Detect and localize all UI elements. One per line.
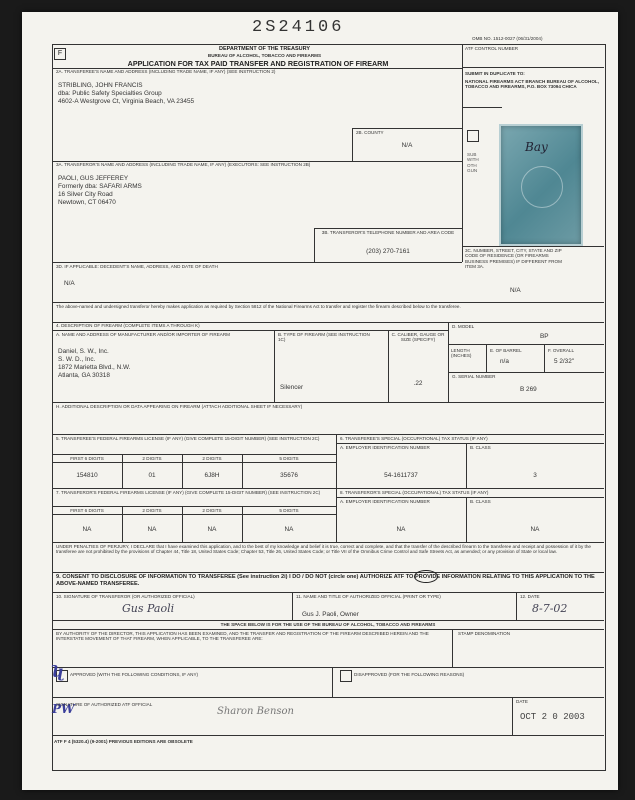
omb-number: OMB NO. 1512-0027 (06/31/2004) [472, 36, 543, 41]
form-page: 2S24106 OMB NO. 1512-0027 (06/31/2004) F DEPARTMENT OF THE TREASURY BUREAU OF ALCOHOL, TOBACCO AND FIREARMS APPLICATION FOR TAX PAID TRANSFER AND REGISTRATION OF FIREARM ATF CONTROL NUMBER 2A. TRANSFEREE'S NAME AND ADDRESS (INCLUDING TRADE NAME, IF ANY) (SEE INSTRUCTION 2) STRIBLING, JOHN FRANCIS dba: Public Safety Specialties Group 4602-A Westgrove Ct, Virginia Beach, VA 23455 2B. COUNTY N/A SUBMIT IN DUPLICATE TO: NATIONAL FIREARMS ACT BRANCH BUREAU OF ALCOHOL, TOBACCO AND FIREARMS, P.O. BOX 73094 CHICA SUB WITH OTH GUN Bay 3A. TRANSFEROR'S NAME AND ADDRESS (INCLUDING TRADE NAME, IF ANY) (EXECUTORS: SEE INSTRUCTION 2B) PAOLI, GUS JEFFEREY Formerly dba: SAFARI ARMS 16 Silver City Road Newtown, CT 06470 3B. TRANSFEROR'S TELEPHONE NUMBER AND AREA CODE (203) 270-7161 3C. NUMBER, STREET, CITY, STATE AND ZIP CODE OF RESIDENCE (OR FIREARMS BUSINESS PREMISES) IF DIFFERENT FROM ITEM 3A. N/A 3D. IF APPLICABLE: DECEDENT'S NAME, ADDRESS, AND DATE OF DEATH N/A The above-named and undersigned transferor hereby makes application as required by Section 5812 of the National Firearms Act to transfer and register the firearm described below to the transferee. 4. DESCRIPTION OF FIREARM (COMPLETE ITEMS A THROUGH K) A. NAME AND ADDRESS OF MANUFACTURER AND/OR IMPORTER OF FIREARM Daniel, S. W., Inc. S. W. D., Inc. 1872 Marietta Blvd., N.W. Atlanta, GA 30318 B. TYPE OF FIREARM (SEE INSTRUCTION 1C) Silencer C. CALIBER, GAUGE OR SIZE (SPECIFY) .22 D. MODEL BP LENGTH (INCHES) E. OF BARREL n/a F. OVERALL 5 2/32" G. SERIAL NUMBER B 269 H. ADDITIONAL DESCRIPTION OR DATA APPEARING ON FIREARM (ATTACH ADDITIONAL SHEET IF NECESSARY) 5. TRANSFEREE'S FEDERAL FIREARMS LICENSE (IF ANY) (GIVE COMPLETE 15-DIGIT NUMBER) (SEE INSTRUCTION 2C) FIRST 6 DIGITS 2 DIGITS 2 DIGITS 5 DIGITS 154810 01 6J8H 35676 6. TRANSFEREE'S SPECIAL (OCCUPATIONAL) TAX STATUS (IF ANY) A. EMPLOYER IDENTIFICATION NUMBER B. CLASS 54-1611737 3 7. TRANSFEROR'S FEDERAL FIREARMS LICENSE (IF ANY) (GIVE COMPLETE 15-DIGIT NUMBER) (SEE INSTRUCTION 2C) FIRST 6 DIGITS 2 DIGITS 2 DIGITS 5 DIGITS NA NA NA NA 8. TRANSFEROR'S SPECIAL (OCCUPATIONAL) TAX STATUS (IF ANY) A. EMPLOYER IDENTIFICATION NUMBER B. CLASS NA NA UNDER PENALTIES OF PERJURY, I DECLARE that I have examined this application, and to the best of my knowledge and belief it is true, correct and complete, and that the transfer of the described firearm to the transferee and receipt and possession of it by the transferee are not prohibited by the provisions of Chapter 44, Title 18, United States Code; Chapter 53, Title 26, United States Code; or Title VII of the Omnibus Crime Control and Safe Streets Act, as amended; or any provision of State or local law. 9. CONSENT TO DISCLOSURE OF INFORMATION TO TRANSFEREE (See instruction 2i) I DO / DO NOT (circle one) AUTHORIZE ATF TO PROVIDE INFORMATION RELATING TO THIS APPLICATION TO THE ABOVE-NAMED TRANSFEREE. 10. SIGNATURE OF TRANSFEROR (OR AUTHORIZED OFFICIAL) Gus Paoli 11. NAME AND TITLE OF AUTHORIZED OFFICIAL (PRINT OR TYPE) Gus J. Paoli, Owner 12. DATE 8-7-02 THE SPACE BELOW IS FOR THE USE OF THE BUREAU OF ALCOHOL, TOBACCO AND FIREARMS BY AUTHORITY OF THE DIRECTOR, THIS APPLICATION HAS BEEN EXAMINED, AND THE TRANSFER AND REGISTRATION OF THE FIREARM DESCRIBED HEREIN AND THE INTERSTATE MOVEMENT OF THAT FIREARM, WHEN APPLICABLE, TO THE TRANSFEREE ARE: STAMP DENOMINATION APPROVED (WITH THE FOLLOWING CONDITIONS, IF ANY) DISAPPROVED (FOR THE FOLLOWING REASONS) ʯ PW SIGNATURE OF AUTHORIZED ATF OFFICIAL Sharon Benson DATE OCT 2 0 2003 ATF F 4 (5320.4) (9-2001) PREVIOUS EDITIONS ARE OBSOLETE [22, 12, 618, 790]
ffl-header-2a: 2 DIGITS [142, 456, 162, 461]
transferee-label: 2A. TRANSFEREE'S NAME AND ADDRESS (INCLUDING TRADE NAME, IF ANY) (SEE INSTRUCTION 2) [56, 69, 276, 74]
submit-address: NATIONAL FIREARMS ACT BRANCH BUREAU OF ALCOHOL, TOBACCO AND FIREARMS, P.O. BOX 73094 CHICA [465, 79, 599, 90]
transferor-signature: Gus Paoli [122, 602, 175, 615]
transferor-former: Formerly dba: SAFARI ARMS [58, 183, 142, 190]
form-serial-number: 2S24106 [252, 18, 345, 37]
application-statement: The above-named and undersigned transferor hereby makes application as required by Section 5812 of the National Firearms Act to transfer and register the firearm described below to the transferee. [56, 304, 461, 309]
transferor-label: 3A. TRANSFEROR'S NAME AND ADDRESS (INCLUDING TRADE NAME, IF ANY) (EXECUTORS: SEE INSTRUCTION 2B) [56, 162, 311, 167]
phone-value: (203) 270-7161 [366, 248, 410, 255]
residence-value: N/A [510, 287, 521, 294]
transferee-ffl-label: 5. TRANSFEREE'S FEDERAL FIREARMS LICENSE (IF ANY) (GIVE COMPLETE 15-DIGIT NUMBER) (SEE INSTRUCTION 2C) [56, 436, 320, 441]
stamp-denomination-label: STAMP DENOMINATION [458, 631, 511, 636]
transferee-ein: 54-1611737 [384, 472, 418, 479]
transferee-class-label: B. CLASS [470, 445, 491, 450]
manufacturer-label: A. NAME AND ADDRESS OF MANUFACTURER AND/OR IMPORTER OF FIREARM [56, 332, 230, 337]
serial-value: B 269 [520, 386, 537, 393]
ffl-header-5: 5 DIGITS [279, 456, 299, 461]
transferor-class: NA [530, 526, 540, 533]
county-label: 2B. COUNTY [356, 130, 384, 135]
firearm-desc-label: 4. DESCRIPTION OF FIREARM (COMPLETE ITEMS A THROUGH K) [56, 323, 200, 328]
bureau-title: BUREAU OF ALCOHOL, TOBACCO AND FIREARMS [207, 53, 322, 58]
transferor-name: PAOLI, GUS JEFFEREY [58, 175, 129, 182]
model-label: D. MODEL [452, 324, 475, 329]
residence-label: 3C. NUMBER, STREET, CITY, STATE AND ZIP CODE OF RESIDENCE (OR FIREARMS BUSINESS PREMISES) IF DIFFERENT FROM ITEM 3A. [465, 248, 562, 270]
form-title: APPLICATION FOR TAX PAID TRANSFER AND REGISTRATION OF FIREARM [127, 59, 389, 68]
atf-date-stamp: OCT 2 0 2003 [520, 712, 585, 722]
transferor-ffl-1: NA [82, 526, 92, 533]
caliber-label: C. CALIBER, GAUGE OR SIZE (SPECIFY) [391, 332, 445, 343]
manufacturer-line-1: Daniel, S. W., Inc. [58, 348, 109, 355]
phone-label: 3B. TRANSFEROR'S TELEPHONE NUMBER AND AREA CODE [321, 230, 455, 235]
ffl2-header-5: 5 DIGITS [279, 508, 299, 513]
manufacturer-line-4: Atlanta, GA 30318 [58, 372, 110, 379]
overall-label: F. OVERALL [548, 348, 575, 353]
atf-authority-text: BY AUTHORITY OF THE DIRECTOR, THIS APPLICATION HAS BEEN EXAMINED, AND THE TRANSFER AND REGISTRATION OF THE FIREARM DESCRIBED HEREIN AND THE INTERSTATE MOVEMENT OF THAT FIREARM, WHEN APPLICABLE, TO THE TRANSFEREE ARE: [56, 631, 429, 642]
transferee-ffl-3: 6J8H [204, 472, 220, 479]
department-title: DEPARTMENT OF THE TREASURY [218, 46, 311, 52]
atf-signature: Sharon Benson [217, 706, 294, 717]
approved-checkmark-icon: ʯ [52, 662, 64, 681]
perjury-statement: UNDER PENALTIES OF PERJURY, I DECLARE that I have examined this application, and to the best of my knowledge and belief it is true, correct and complete, and that the transfer of the described firearm to the transferee and receipt and possession of it by the transferee are not prohibited by the provisions of Chapter 44, Title 18, United States Code; Chapter 53, Title 26, United States Code; or Title VII of the Omnibus Crime Control and Safe Streets Act, as amended; or any provision of State or local law. [56, 544, 591, 555]
transferor-ffl-2: NA [147, 526, 157, 533]
checkbox-submit[interactable] [467, 130, 479, 142]
transferee-ffl-4: 35676 [280, 472, 298, 479]
transferee-ein-label: A. EMPLOYER IDENTIFICATION NUMBER [340, 445, 430, 450]
decedent-value: N/A [64, 280, 75, 287]
atf-initials: PW [52, 702, 75, 716]
signature-label: 10. SIGNATURE OF TRANSFEROR (OR AUTHORIZED OFFICIAL) [56, 594, 195, 599]
transferor-ffl-label: 7. TRANSFEROR'S FEDERAL FIREARMS LICENSE (IF ANY) (GIVE COMPLETE 15-DIGIT NUMBER) (SEE INSTRUCTION 2C) [56, 490, 321, 495]
consent-circle [414, 570, 438, 583]
decedent-label: 3D. IF APPLICABLE: DECEDENT'S NAME, ADDRESS, AND DATE OF DEATH [56, 264, 218, 269]
official-name: Gus J. Paoli, Owner [302, 611, 359, 618]
type-label: B. TYPE OF FIREARM (SEE INSTRUCTION 1C) [278, 332, 370, 343]
official-name-label: 11. NAME AND TITLE OF AUTHORIZED OFFICIAL (PRINT OR TYPE) [296, 594, 441, 599]
transferor-ffl-4: NA [284, 526, 294, 533]
ffl-header-2b: 2 DIGITS [202, 456, 222, 461]
type-value: Silencer [280, 384, 304, 391]
date-label: 12. DATE [520, 594, 540, 599]
transferor-ffl-3: NA [207, 526, 217, 533]
transferee-class: 3 [533, 472, 537, 479]
submit-label: SUBMIT IN DUPLICATE TO: [465, 71, 525, 76]
transferor-sot-label: 8. TRANSFEROR'S SPECIAL (OCCUPATIONAL) TAX STATUS (IF ANY) [340, 490, 489, 495]
ffl2-header-first6: FIRST 6 DIGITS [70, 508, 104, 513]
disapproved-label: DISAPPROVED (FOR THE FOLLOWING REASONS) [354, 672, 465, 677]
form-logo-icon: F [54, 48, 66, 60]
ffl2-header-2b: 2 DIGITS [202, 508, 222, 513]
additional-desc-label: H. ADDITIONAL DESCRIPTION OR DATA APPEARING ON FIREARM (ATTACH ADDITIONAL SHEET IF NECESSARY) [56, 404, 303, 409]
atf-date-label: DATE [516, 699, 528, 704]
consent-text: 9. CONSENT TO DISCLOSURE OF INFORMATION TO TRANSFEREE (See instruction 2i) I DO / DO NOT (circle one) AUTHORIZE ATF TO PROVIDE INFORMATION RELATING TO THIS APPLICATION TO THE ABOVE-NAMED TRANSFEREE. [56, 574, 595, 587]
atf-section-header: THE SPACE BELOW IS FOR THE USE OF THE BUREAU OF ALCOHOL, TOBACCO AND FIREARMS [220, 622, 436, 627]
transferee-address: 4602-A Westgrove Ct, Virginia Beach, VA 23455 [58, 98, 195, 105]
approved-label: APPROVED (WITH THE FOLLOWING CONDITIONS, IF ANY) [70, 672, 199, 677]
county-value: N/A [401, 142, 413, 149]
tax-stamp-icon [499, 124, 583, 246]
transferor-ein-label: A. EMPLOYER IDENTIFICATION NUMBER [340, 499, 430, 504]
transferor-city: Newtown, CT 06470 [58, 199, 116, 206]
manufacturer-line-2: S. W. D., Inc. [58, 356, 96, 363]
transferee-dba: dba: Public Safety Specialties Group [58, 90, 162, 97]
eagle-seal-icon [521, 166, 563, 208]
transferee-name: STRIBLING, JOHN FRANCIS [58, 82, 143, 89]
barrel-value: n/a [500, 358, 509, 365]
disapproved-checkbox[interactable] [340, 670, 352, 682]
transferee-sot-label: 6. TRANSFEREE'S SPECIAL (OCCUPATIONAL) TAX STATUS (IF ANY) [340, 436, 488, 441]
transferee-ffl-1: 154810 [76, 472, 98, 479]
caliber-value: .22 [413, 380, 423, 387]
atf-signature-label: SIGNATURE OF AUTHORIZED ATF OFFICIAL [56, 702, 153, 707]
form-footer: ATF F 4 (5320.4) (9-2001) PREVIOUS EDITIONS ARE OBSOLETE [54, 739, 193, 744]
stamp-handwriting: Bay [525, 140, 548, 154]
length-label: LENGTH (INCHES) [451, 348, 472, 359]
manufacturer-line-3: 1872 Marietta Blvd., N.W. [58, 364, 131, 371]
transferor-street: 16 Silver City Road [58, 191, 113, 198]
sign-date: 8-7-02 [532, 602, 568, 615]
serial-label: G. SERIAL NUMBER [452, 374, 496, 379]
transferee-ffl-2: 01 [148, 472, 156, 479]
overall-value: 5 2/32" [554, 358, 575, 365]
transferor-class-label: B. CLASS [470, 499, 491, 504]
transferor-ein: NA [396, 526, 406, 533]
atf-control-label: ATF CONTROL NUMBER [465, 46, 519, 51]
ffl2-header-2a: 2 DIGITS [142, 508, 162, 513]
model-value: BP [540, 333, 549, 340]
ffl-header-first6: FIRST 6 DIGITS [70, 456, 104, 461]
barrel-label: E. OF BARREL [490, 348, 522, 353]
